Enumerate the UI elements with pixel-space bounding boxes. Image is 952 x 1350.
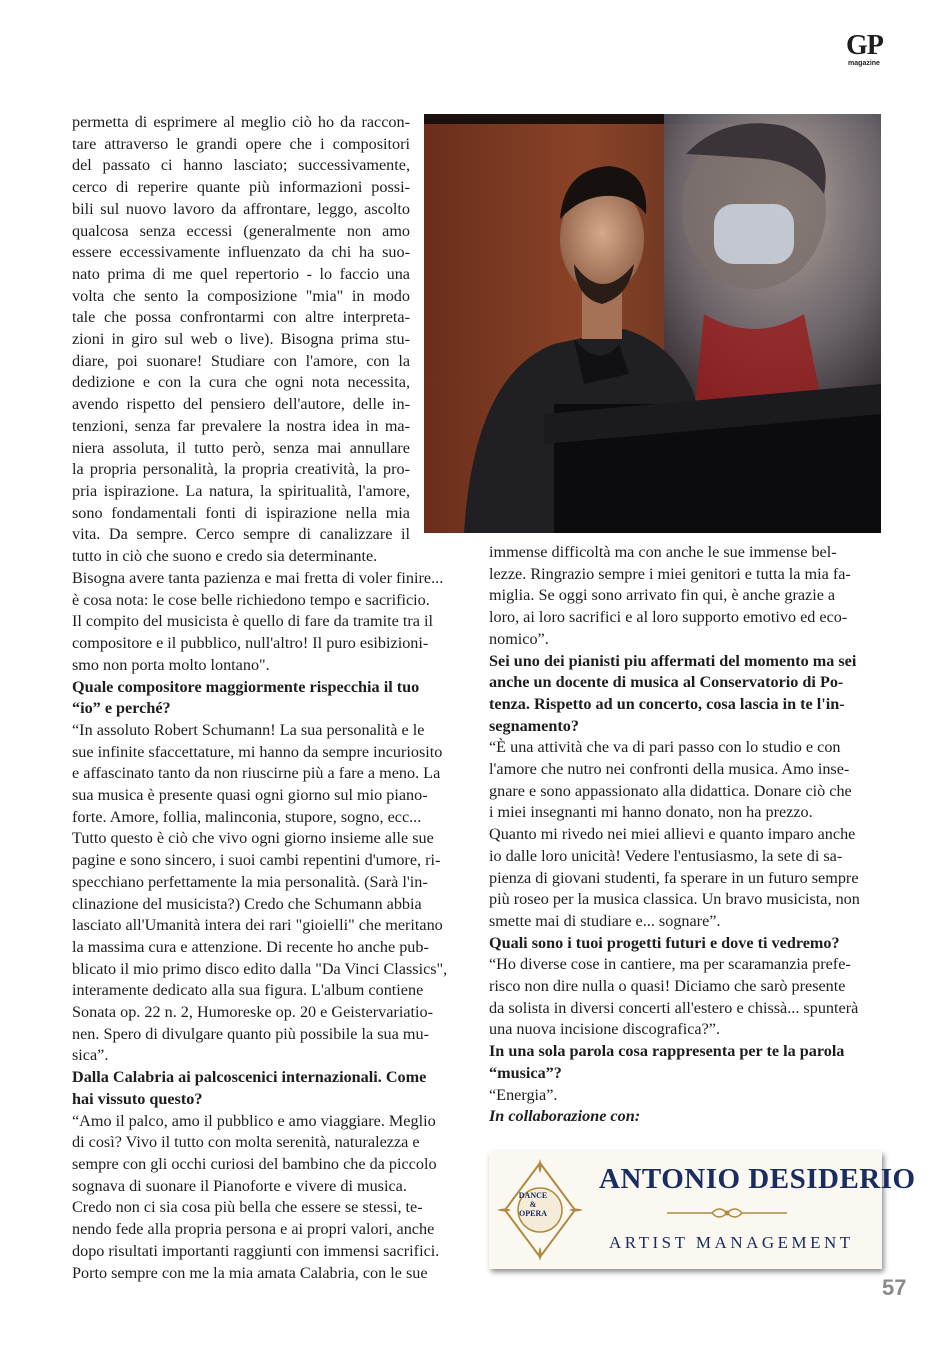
magazine-logo [846,32,882,68]
text-line: qualcosa senza eccessi (generalmente non amo [72,221,410,240]
text-line: più roseo per la musica classica. Un bravo musicista, non [489,890,860,909]
text-line: nomico”. [489,629,549,648]
pianist-photo-illustration [424,114,881,533]
text-line: tale che possa confrontarmi con altre interpreta- [72,308,410,327]
agency-name: ANTONIO DESIDERIO [599,1163,916,1195]
text-line: da solista in diversi concerti all'estero e chissà... spunterà [489,998,859,1017]
text-line: l'amore che nutro nei confronti della musica. Amo inse- [489,760,850,779]
text-line: zioni in giro sul web o live). Bisogna prima stu- [72,330,410,349]
text-line: nato prima di me quel repertorio - lo faccio una [72,264,410,283]
text-line: Sonata op. 22 n. 2, Humoreske op. 20 e Geistervariatio- [72,1003,433,1022]
text-line: tutto in ciò che suono e credo sia determinante. [72,547,378,566]
artist-management-banner [489,1151,916,1269]
text-line: tenzioni, senza far prevalere la nostra idea in ma- [72,416,410,435]
question-heading: tenza. Rispetto ad un concerto, cosa lascia in te l'in- [489,694,845,713]
question-heading: anche un docente di musica al Conservatorio di Po- [489,673,844,692]
text-line: di così? Vivo il tutto con molta serenità, naturalezza e [72,1133,420,1152]
text-line: una nuova incisione discografica?”. [489,1020,721,1039]
text-line: sono fondamentali fonti di ispirazione nella mia [72,503,410,522]
text-line: pienza di giovani studenti, fa sperare in un futuro sempre [489,868,859,887]
text-line: e affascinato tanto da non riuscirne più a fare a meno. La [72,764,441,783]
text-line: forte. Amore, follia, malinconia, stupore, sogno, ecc... [72,807,422,826]
text-line: Quanto mi rivedo nei miei allievi e quanto imparo anche [489,825,856,844]
text-line: vita. Da sempre. Cerco sempre di canalizzare il [72,525,410,544]
agency-subtitle: ARTIST MANAGEMENT [609,1233,854,1252]
text-line: “Energia”. [489,1085,558,1104]
text-line: immense difficoltà ma con anche le sue immense bel- [489,543,837,561]
text-line: cerco di reperire quante più informazioni possi- [72,178,410,197]
text-line: smo non porta molto lontano". [72,655,270,674]
right-column-text [489,542,884,1128]
text-line: del passato ci hanno lasciato; successivamente, [72,156,410,175]
text-line: Bisogna avere tanta pazienza e mai fretta di voler finire... [72,569,444,587]
text-line: risco non dire nulla o quasi! Diciamo che sarò presente [489,977,846,996]
page-number: 57 [882,1275,907,1300]
question-heading: “io” e perché? [72,699,171,718]
text-line: la propria personalità, la propria creatività, la pro- [72,460,410,479]
answer-intro [72,112,410,568]
emblem-line: & [529,1200,537,1209]
text-line: sica”. [72,1046,109,1065]
text-line: io dalle loro unicità! Vedere l'entusiasmo, la sete di sa- [489,846,843,865]
text-line: “In assoluto Robert Schumann! La sua personalità e le [72,720,425,739]
pianist-photo [424,114,881,533]
question-heading: Dalla Calabria ai palcoscenici internazionali. Come [72,1068,427,1087]
text-line: lasciato all'Umanità intera dei rari "gioielli" che meritano [72,916,443,935]
text-line: blicato il mio primo disco edito dalla "Da Vinci Classics", [72,959,448,978]
question-heading: In una sola parola cosa rappresenta per te la parola [489,1042,845,1061]
text-line: tare attraverso le grandi opere che i compositori [72,134,410,153]
text-line: niera assoluta, il tutto però, senza mai annullare [72,438,410,457]
text-line: pria ispirazione. La natura, la spiritualità, l'amore, [72,481,410,500]
text-line: Il compito del musicista è quello di fare da tramite tra il [72,612,433,631]
emblem-line: OPERA [519,1209,547,1218]
text-line: sue infinite sfaccettature, mi hanno da sempre incuriosito [72,742,443,761]
text-line: dopo risultati importanti raggiunti con immensi sacrifici. [72,1241,440,1260]
text-line: permetta di esprimere al meglio ciò ho da raccon- [72,113,410,131]
text-line: smette mai di studiare e... sognare”. [489,911,721,930]
text-line: loro, ai loro sacrifici e al loro supporto emotivo ed eco- [489,608,848,627]
text-line: Credo non ci sia cosa più bella che essere se stessi, te- [72,1198,423,1217]
logo-subtitle: magazine [848,60,880,67]
question-heading: Quale compositore maggiormente rispecchia il tuo [72,677,420,696]
text-line: bili sul nuovo lavoro da affrontare, leggo, ascolto [72,199,410,218]
text-line: sua musica è presente quasi ogni giorno sul mio piano- [72,786,428,805]
question-heading: segnamento? [489,716,579,735]
question-heading: Sei uno dei pianisti piu affermati del momento ma sei [489,651,857,670]
text-line: “È una attività che va di pari passo con lo studio e con [489,738,841,757]
text-line: Tutto questo è ciò che vivo ogni giorno insieme alle sue [72,829,434,848]
question-heading: hai vissuto questo? [72,1089,203,1108]
text-line: diare, poi suonare! Studiare con l'amore, con la [72,351,410,370]
text-line: sognava di suonare il Pianoforte e vivere di musica. [72,1176,407,1195]
text-line: “Amo il palco, amo il pubblico e amo viaggiare. Meglio [72,1111,436,1130]
text-line: volta che sento la composizione "mia" in modo [72,286,410,305]
text-line: compositore e il pubblico, null'altro! Il puro esibizioni- [72,634,429,653]
question-heading: “musica”? [489,1063,562,1082]
text-line: clinazione del musicista?) Credo che Schumann abbia [72,894,422,913]
text-line: avendo rispetto del pensiero dell'autore, delle in- [72,395,410,414]
text-line: la massima cura e attenzione. Di recente ho anche pub- [72,937,429,956]
text-line: nen. Spero di divulgare quanto più possibile la sua mu- [72,1024,429,1043]
text-line: essere eccessivamente influenzato da chi ha suo- [72,243,410,262]
text-line: nendo fede alla propria persona e ai propri valori, anche [72,1220,435,1239]
text-line: Porto sempre con me la mia amata Calabria, con le sue [72,1263,428,1282]
text-line: sempre con gli occhi curiosi del bambino che da piccolo [72,1154,437,1173]
text-line: specchiano perfettamente la mia personalità. (Sarà l'in- [72,872,428,891]
question-heading: Quali sono i tuoi progetti futuri e dove ti vedremo? [489,933,840,952]
ornament-divider-icon [667,1203,787,1223]
text-line: è cosa nota: le cose belle richiedono tempo e sacrificio. [72,590,430,609]
text-line: interamente dedicato alla sua figura. L'album contiene [72,981,424,1000]
emblem-line: DANCE [518,1191,548,1200]
collaboration-label: In collaborazione con: [489,1107,641,1126]
logo-text: GP [846,30,883,61]
text-line: miglia. Se oggi sono arrivato fin qui, è anche grazie a [489,586,836,605]
answer-intro-continued [72,568,472,1284]
emblem-text [513,1191,553,1218]
text-line: “Ho diverse cose in cantiere, ma per scaramanzia prefe- [489,955,851,974]
text-line: pagine e sono sincero, i suoi cambi repentini d'umore, ri- [72,851,441,870]
text-line: lezze. Ringrazio sempre i miei genitori e tutta la mia fa- [489,564,851,583]
text-line: dedizione e con la cura che ogni nota necessita, [72,373,410,392]
text-line: i miei insegnanti mi hanno donato, non ha prezzo. [489,803,813,822]
text-line: gnare e sono appassionato alla didattica. Donare ciò che [489,781,852,800]
